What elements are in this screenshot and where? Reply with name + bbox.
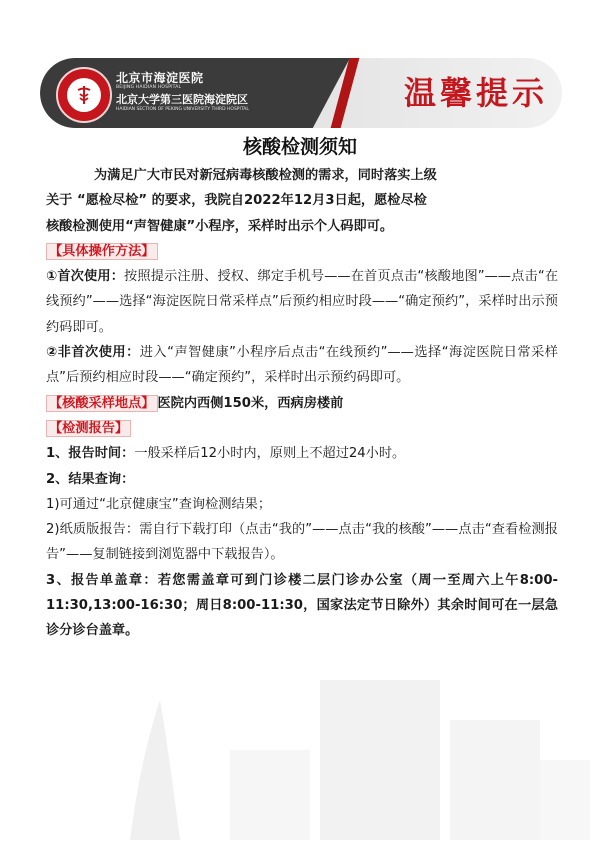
first-use-label: ①首次使用： [46, 269, 125, 285]
building-watermark-icon [70, 640, 590, 840]
first-use-text: 按照提示注册、授权、绑定手机号——在首页点击“核酸地图”——点击“在线预约”——选择“海淀医院日常采样点”后预约相应时段——“确定预约”，采样时出示预约码即可。 [46, 269, 559, 335]
result-query-label: 2、结果查询： [46, 471, 135, 487]
caduceus-icon [72, 83, 96, 107]
report-time-text: 一般采样后12小时内，原则上不超过24小时。 [134, 446, 406, 462]
banner-title: 温馨提示 [403, 74, 548, 112]
query-item-1: 1)可通过“北京健康宝”查询检测结果； [46, 496, 272, 512]
logo-emblem-icon [67, 78, 101, 112]
intro-line-2: 关于 “愿检尽检” 的要求，我院自2022年12月3日起，愿检尽检 [46, 193, 427, 209]
notice-body [46, 163, 558, 644]
repeat-use-text: 进入“声智健康”小程序后点击“在线预约”——选择“海淀医院日常采样点”后预约相应时段——“确定预约”，采样时出示预约码即可。 [46, 345, 558, 386]
location-text: 医院内西侧150米，西病房楼前 [157, 395, 344, 411]
report-section-tag: 【检测报告】 [46, 420, 131, 437]
hospital-name-en2: HAIDIAN SECTION OF PEKING UNIVERSITY THIRD HOSPITAL [116, 107, 249, 112]
hospital-name-cn2: 北京大学第三医院海淀院区 [116, 93, 248, 106]
location-tag: 【核酸采样地点】 [46, 395, 158, 412]
hospital-logo-icon [56, 67, 112, 123]
stamp-label: 3、报告单盖章： [46, 572, 158, 588]
page-title: 核酸检测须知 [242, 136, 357, 158]
report-time-label: 1、报告时间： [46, 446, 135, 462]
stamp-text: 若您需盖章可到门诊楼二层门诊办公室（周一至周六上午8:00-11:30,13:00-16:30；周日8:00-11:30，国家法定节日除外）其余时间可在一层急诊分诊台盖章。 [46, 572, 558, 639]
first-use-item [46, 264, 558, 340]
intro-line-1: 为满足广大市民对新冠病毒核酸检测的需求，同时落实上级 [94, 168, 437, 183]
method-section-tag: 【具体操作方法】 [46, 243, 158, 260]
repeat-use-label: ②非首次使用： [46, 345, 140, 361]
intro-paragraph [46, 163, 558, 239]
intro-line-3: 核酸检测使用“声智健康”小程序，采样时出示个人码即可。 [46, 218, 394, 234]
report-time-item [46, 441, 558, 466]
hospital-names [116, 71, 249, 113]
repeat-use-item [46, 340, 558, 391]
query-item-2: 2)纸质版报告：需自行下载打印（点击“我的”——点击“我的核酸”——点击“查看检测报告”——复制链接到浏览器中下载报告）。 [46, 522, 558, 563]
stamp-item [46, 568, 558, 644]
hospital-name-cn: 北京市海淀医院 [116, 71, 204, 85]
header-banner [40, 58, 562, 128]
location-line [46, 391, 558, 416]
hospital-name-en: BEIJING HAIDIAN HOSPITAL [116, 85, 182, 90]
